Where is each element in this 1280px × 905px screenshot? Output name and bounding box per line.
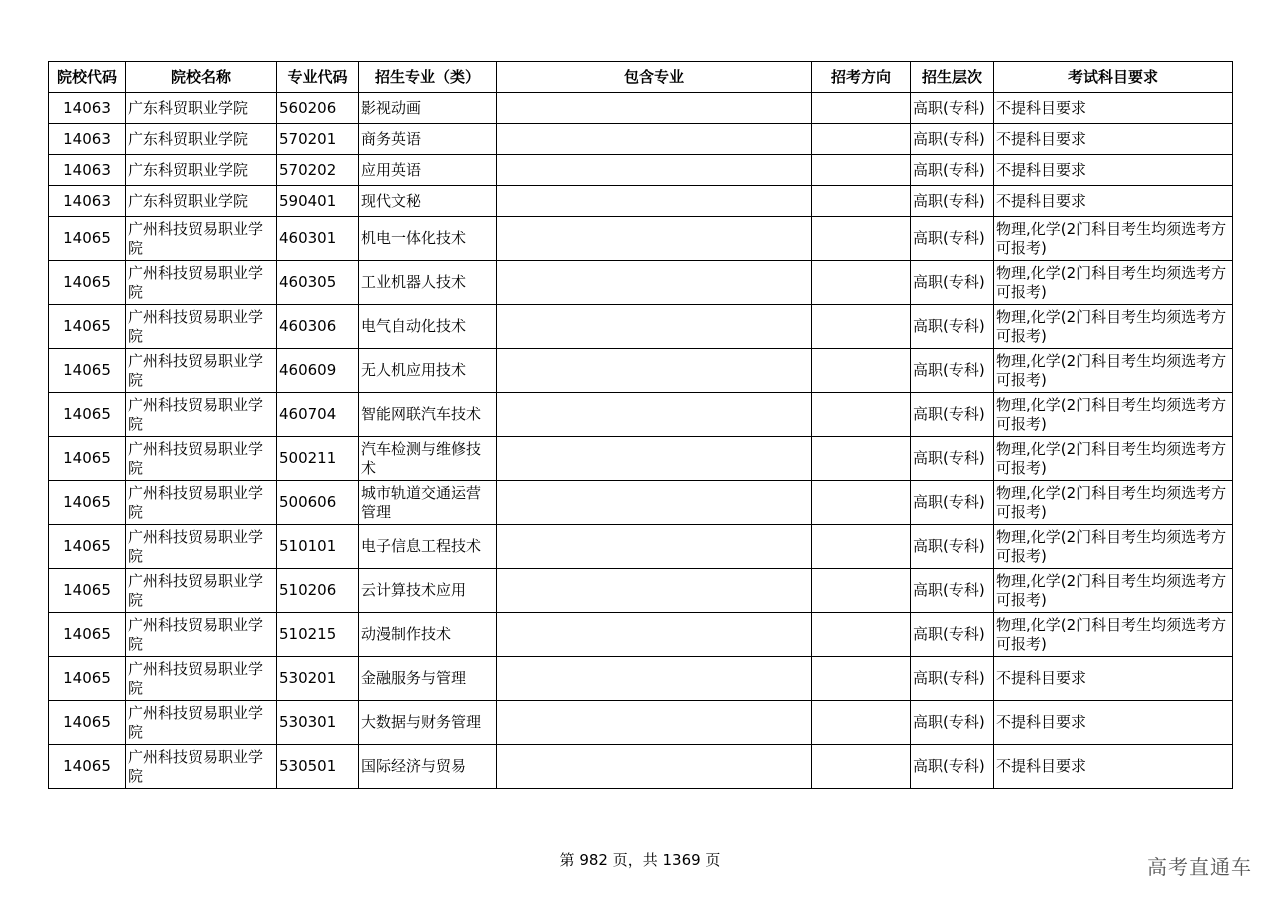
cell-included-majors [497, 613, 812, 657]
cell-major-code: 460301 [277, 217, 359, 261]
cell-subject-requirement: 物理,化学(2门科目考生均须选考方可报考) [994, 525, 1233, 569]
cell-school-name: 广州科技贸易职业学院 [126, 701, 277, 745]
cell-major-code: 530501 [277, 745, 359, 789]
cell-major: 现代文秘 [359, 186, 497, 217]
table-row [49, 745, 1233, 789]
cell-included-majors [497, 124, 812, 155]
col-header-included-majors: 包含专业 [497, 62, 812, 93]
cell-major: 影视动画 [359, 93, 497, 124]
cell-included-majors [497, 745, 812, 789]
cell-major-code: 510206 [277, 569, 359, 613]
cell-level: 高职(专科) [911, 393, 994, 437]
cell-school-code: 14065 [49, 701, 126, 745]
table-body [49, 93, 1233, 789]
cell-major: 电子信息工程技术 [359, 525, 497, 569]
cell-subject-requirement: 物理,化学(2门科目考生均须选考方可报考) [994, 349, 1233, 393]
cell-major-code: 530201 [277, 657, 359, 701]
watermark-text: 高考直通车 [1147, 855, 1252, 879]
table-row [49, 155, 1233, 186]
cell-major: 工业机器人技术 [359, 261, 497, 305]
col-header-direction: 招考方向 [812, 62, 911, 93]
cell-included-majors [497, 393, 812, 437]
cell-level: 高职(专科) [911, 305, 994, 349]
table-row [49, 261, 1233, 305]
col-header-school-name: 院校名称 [126, 62, 277, 93]
cell-subject-requirement: 不提科目要求 [994, 93, 1233, 124]
cell-major: 商务英语 [359, 124, 497, 155]
cell-included-majors [497, 701, 812, 745]
cell-school-code: 14065 [49, 261, 126, 305]
cell-major: 无人机应用技术 [359, 349, 497, 393]
cell-school-name: 广州科技贸易职业学院 [126, 261, 277, 305]
cell-school-code: 14063 [49, 93, 126, 124]
cell-included-majors [497, 657, 812, 701]
cell-major-code: 500211 [277, 437, 359, 481]
cell-level: 高职(专科) [911, 701, 994, 745]
cell-school-name: 广州科技贸易职业学院 [126, 745, 277, 789]
cell-major-code: 460609 [277, 349, 359, 393]
cell-level: 高职(专科) [911, 217, 994, 261]
cell-major: 机电一体化技术 [359, 217, 497, 261]
cell-included-majors [497, 569, 812, 613]
cell-major: 汽车检测与维修技术 [359, 437, 497, 481]
cell-included-majors [497, 437, 812, 481]
cell-level: 高职(专科) [911, 186, 994, 217]
cell-subject-requirement: 物理,化学(2门科目考生均须选考方可报考) [994, 393, 1233, 437]
cell-major-code: 510101 [277, 525, 359, 569]
cell-subject-requirement: 物理,化学(2门科目考生均须选考方可报考) [994, 437, 1233, 481]
cell-school-name: 广东科贸职业学院 [126, 155, 277, 186]
cell-level: 高职(专科) [911, 124, 994, 155]
cell-included-majors [497, 261, 812, 305]
cell-level: 高职(专科) [911, 657, 994, 701]
col-header-major: 招生专业（类） [359, 62, 497, 93]
cell-included-majors [497, 93, 812, 124]
cell-included-majors [497, 155, 812, 186]
cell-level: 高职(专科) [911, 525, 994, 569]
cell-school-name: 广州科技贸易职业学院 [126, 437, 277, 481]
cell-school-code: 14065 [49, 569, 126, 613]
cell-major: 智能网联汽车技术 [359, 393, 497, 437]
cell-direction [812, 305, 911, 349]
cell-direction [812, 525, 911, 569]
cell-school-name: 广州科技贸易职业学院 [126, 481, 277, 525]
cell-direction [812, 155, 911, 186]
cell-subject-requirement: 不提科目要求 [994, 186, 1233, 217]
cell-level: 高职(专科) [911, 93, 994, 124]
cell-school-name: 广州科技贸易职业学院 [126, 525, 277, 569]
cell-level: 高职(专科) [911, 349, 994, 393]
table-row [49, 217, 1233, 261]
cell-included-majors [497, 349, 812, 393]
cell-major-code: 510215 [277, 613, 359, 657]
cell-school-code: 14065 [49, 305, 126, 349]
table-row [49, 569, 1233, 613]
table-row [49, 701, 1233, 745]
cell-included-majors [497, 186, 812, 217]
cell-subject-requirement: 物理,化学(2门科目考生均须选考方可报考) [994, 305, 1233, 349]
cell-direction [812, 481, 911, 525]
cell-school-name: 广州科技贸易职业学院 [126, 217, 277, 261]
cell-school-code: 14065 [49, 349, 126, 393]
cell-school-code: 14065 [49, 217, 126, 261]
table-row [49, 657, 1233, 701]
table-row [49, 186, 1233, 217]
cell-subject-requirement: 不提科目要求 [994, 155, 1233, 186]
cell-major-code: 570201 [277, 124, 359, 155]
cell-major-code: 460704 [277, 393, 359, 437]
col-header-major-code: 专业代码 [277, 62, 359, 93]
cell-school-code: 14063 [49, 186, 126, 217]
col-header-school-code: 院校代码 [49, 62, 126, 93]
col-header-subject-requirement: 考试科目要求 [994, 62, 1233, 93]
cell-major: 城市轨道交通运营管理 [359, 481, 497, 525]
cell-major-code: 560206 [277, 93, 359, 124]
cell-school-code: 14065 [49, 393, 126, 437]
cell-school-code: 14065 [49, 437, 126, 481]
cell-direction [812, 437, 911, 481]
cell-included-majors [497, 217, 812, 261]
cell-subject-requirement: 物理,化学(2门科目考生均须选考方可报考) [994, 261, 1233, 305]
cell-direction [812, 613, 911, 657]
cell-major-code: 500606 [277, 481, 359, 525]
cell-school-code: 14065 [49, 613, 126, 657]
cell-subject-requirement: 物理,化学(2门科目考生均须选考方可报考) [994, 613, 1233, 657]
cell-level: 高职(专科) [911, 155, 994, 186]
cell-major: 云计算技术应用 [359, 569, 497, 613]
cell-direction [812, 261, 911, 305]
cell-direction [812, 569, 911, 613]
table-row [49, 437, 1233, 481]
cell-level: 高职(专科) [911, 261, 994, 305]
cell-level: 高职(专科) [911, 569, 994, 613]
cell-included-majors [497, 525, 812, 569]
cell-subject-requirement: 物理,化学(2门科目考生均须选考方可报考) [994, 569, 1233, 613]
cell-subject-requirement: 不提科目要求 [994, 745, 1233, 789]
cell-major-code: 460305 [277, 261, 359, 305]
cell-major: 电气自动化技术 [359, 305, 497, 349]
cell-subject-requirement: 不提科目要求 [994, 124, 1233, 155]
cell-school-name: 广州科技贸易职业学院 [126, 657, 277, 701]
cell-major: 应用英语 [359, 155, 497, 186]
cell-direction [812, 186, 911, 217]
cell-school-name: 广州科技贸易职业学院 [126, 569, 277, 613]
page-footer: 第 982 页，共 1369 页 [559, 851, 721, 869]
cell-direction [812, 657, 911, 701]
cell-level: 高职(专科) [911, 745, 994, 789]
table-row [49, 525, 1233, 569]
table-row [49, 393, 1233, 437]
cell-school-code: 14065 [49, 481, 126, 525]
cell-school-name: 广东科贸职业学院 [126, 186, 277, 217]
cell-major-code: 530301 [277, 701, 359, 745]
cell-direction [812, 393, 911, 437]
cell-major-code: 570202 [277, 155, 359, 186]
cell-subject-requirement: 不提科目要求 [994, 701, 1233, 745]
cell-level: 高职(专科) [911, 613, 994, 657]
table-row [49, 93, 1233, 124]
cell-school-name: 广州科技贸易职业学院 [126, 393, 277, 437]
cell-included-majors [497, 481, 812, 525]
cell-subject-requirement: 物理,化学(2门科目考生均须选考方可报考) [994, 481, 1233, 525]
cell-major: 金融服务与管理 [359, 657, 497, 701]
cell-direction [812, 124, 911, 155]
cell-major-code: 590401 [277, 186, 359, 217]
cell-direction [812, 701, 911, 745]
cell-subject-requirement: 不提科目要求 [994, 657, 1233, 701]
cell-school-code: 14065 [49, 657, 126, 701]
cell-subject-requirement: 物理,化学(2门科目考生均须选考方可报考) [994, 217, 1233, 261]
col-header-level: 招生层次 [911, 62, 994, 93]
cell-included-majors [497, 305, 812, 349]
admissions-table [48, 61, 1233, 789]
cell-school-code: 14065 [49, 745, 126, 789]
cell-direction [812, 349, 911, 393]
cell-major: 国际经济与贸易 [359, 745, 497, 789]
cell-direction [812, 93, 911, 124]
cell-major: 动漫制作技术 [359, 613, 497, 657]
cell-school-code: 14065 [49, 525, 126, 569]
table-row [49, 613, 1233, 657]
header-row [49, 62, 1233, 93]
table-row [49, 481, 1233, 525]
cell-school-name: 广州科技贸易职业学院 [126, 349, 277, 393]
cell-school-name: 广东科贸职业学院 [126, 124, 277, 155]
cell-level: 高职(专科) [911, 481, 994, 525]
cell-direction [812, 217, 911, 261]
table-row [49, 349, 1233, 393]
table-row [49, 124, 1233, 155]
cell-level: 高职(专科) [911, 437, 994, 481]
table-row [49, 305, 1233, 349]
cell-major-code: 460306 [277, 305, 359, 349]
cell-direction [812, 745, 911, 789]
cell-school-code: 14063 [49, 124, 126, 155]
cell-major: 大数据与财务管理 [359, 701, 497, 745]
cell-school-name: 广州科技贸易职业学院 [126, 305, 277, 349]
cell-school-code: 14063 [49, 155, 126, 186]
cell-school-name: 广东科贸职业学院 [126, 93, 277, 124]
cell-school-name: 广州科技贸易职业学院 [126, 613, 277, 657]
